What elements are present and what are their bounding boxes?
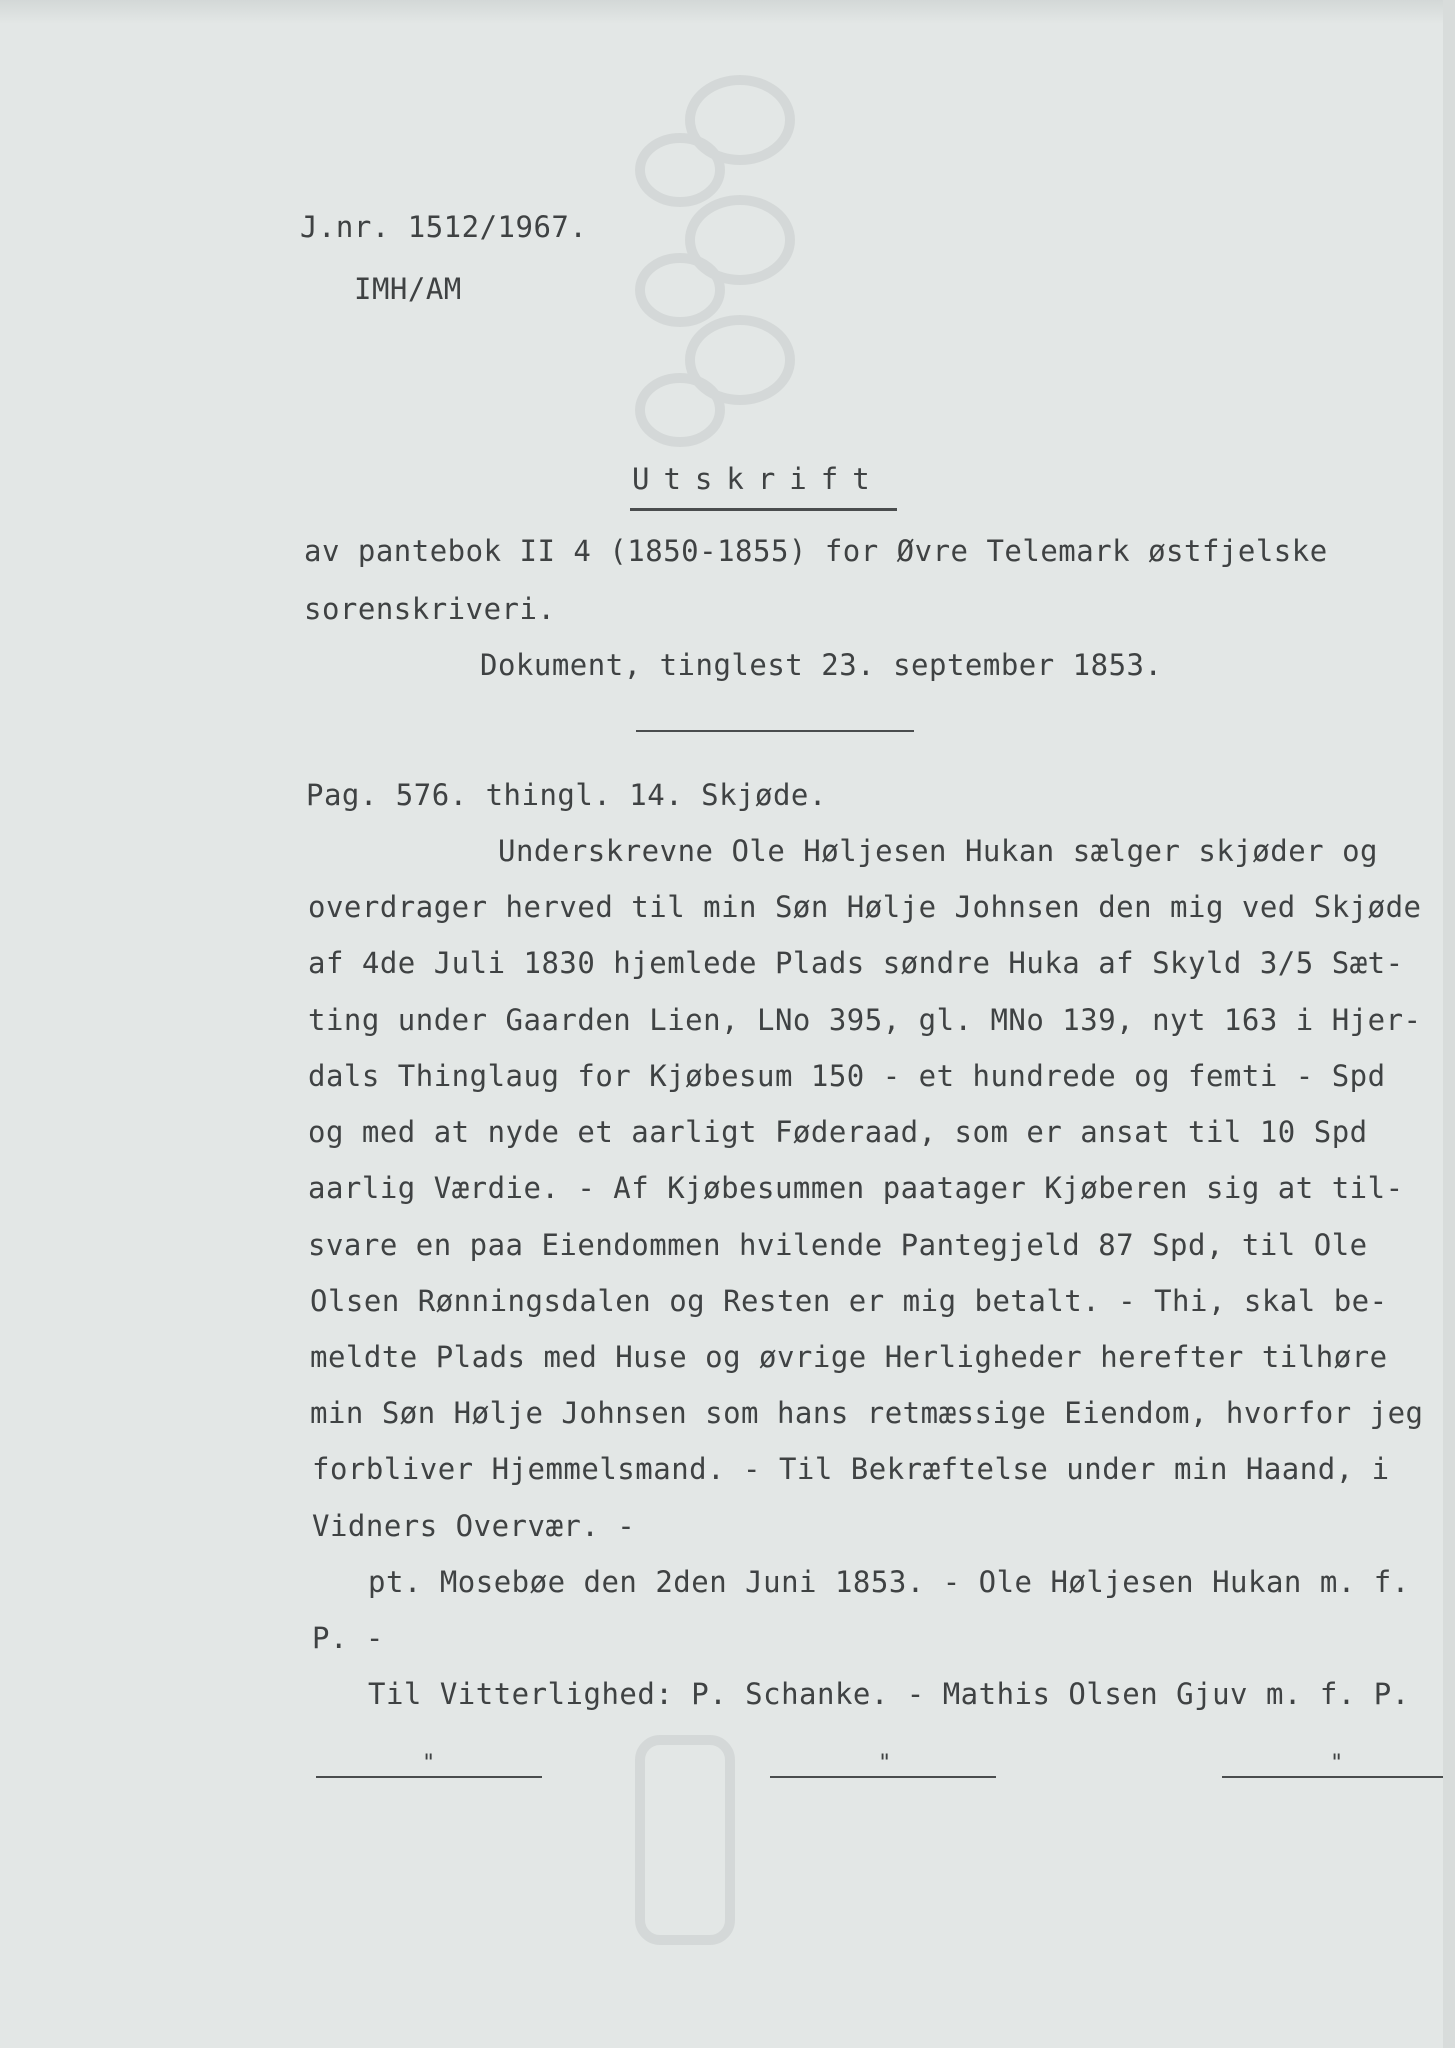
body-line: meldte Plads med Huse og øvrige Herligheder herefter tilhøre <box>310 1340 1388 1374</box>
journal-number: J.nr. 1512/1967. <box>300 210 588 244</box>
body-line: pt. Mosebøe den 2den Juni 1853. - Ole Høljesen Hukan m. f. <box>368 1565 1410 1599</box>
ditto-line-center <box>770 1751 996 1778</box>
intro-line-2: sorenskriveri. <box>304 592 556 626</box>
page-top-edge <box>0 0 1455 24</box>
body-line: svare en paa Eiendommen hvilende Pantegjeld 87 Spd, til Ole <box>308 1228 1368 1262</box>
ditto-rule <box>1222 1776 1443 1778</box>
body-line: ting under Gaarden Lien, LNo 395, gl. MNo 139, nyt 163 i Hjer- <box>308 1003 1422 1037</box>
body-line: af 4de Juli 1830 hjemlede Plads søndre Huka af Skyld 3/5 Sæt- <box>308 946 1404 980</box>
body-line: min Søn Hølje Johnsen som hans retmæssige Eiendom, hvorfor jeg <box>310 1396 1424 1430</box>
ditto-rule <box>770 1776 996 1778</box>
ditto-mark: " <box>422 1751 436 1776</box>
body-line: Pag. 576. thingl. 14. Skjøde. <box>306 778 827 812</box>
body-line: forbliver Hjemmelsmand. - Til Bekræftelse under min Haand, i <box>312 1452 1390 1486</box>
initials: IMH/AM <box>354 272 462 306</box>
body-line: Underskrevne Ole Høljesen Hukan sælger skjøder og <box>498 834 1379 868</box>
ditto-rule <box>316 1776 542 1778</box>
intro-line-1: av pantebok II 4 (1850-1855) for Øvre Telemark østfjelske <box>304 534 1328 568</box>
ditto-mark: " <box>878 1751 892 1776</box>
ditto-line-left <box>316 1751 542 1778</box>
body-line: og med at nyde et aarligt Føderaad, som er ansat til 10 Spd <box>308 1115 1368 1149</box>
body-line: overdrager herved til min Søn Hølje Johnsen den mig ved Skjøde <box>308 890 1422 924</box>
page-right-edge <box>1443 0 1455 2048</box>
separator-rule <box>636 730 914 732</box>
body-line: aarlig Værdie. - Af Kjøbesummen paatager Kjøberen sig at til- <box>308 1171 1404 1205</box>
document-title: Utskrift <box>632 462 884 496</box>
title-underline <box>630 508 897 511</box>
intro-line-3: Dokument, tinglest 23. september 1853. <box>480 648 1163 682</box>
body-line: Vidners Overvær. - <box>312 1509 636 1543</box>
ditto-mark: " <box>1330 1751 1344 1776</box>
ditto-line-right <box>1222 1751 1443 1778</box>
body-line: Til Vitterlighed: P. Schanke. - Mathis Olsen Gjuv m. f. P. <box>368 1677 1410 1711</box>
body-line: dals Thinglaug for Kjøbesum 150 - et hundrede og femti - Spd <box>308 1059 1386 1093</box>
body-line: Olsen Rønningsdalen og Resten er mig betalt. - Thi, skal be- <box>310 1284 1388 1318</box>
body-line: P. - <box>312 1621 384 1655</box>
